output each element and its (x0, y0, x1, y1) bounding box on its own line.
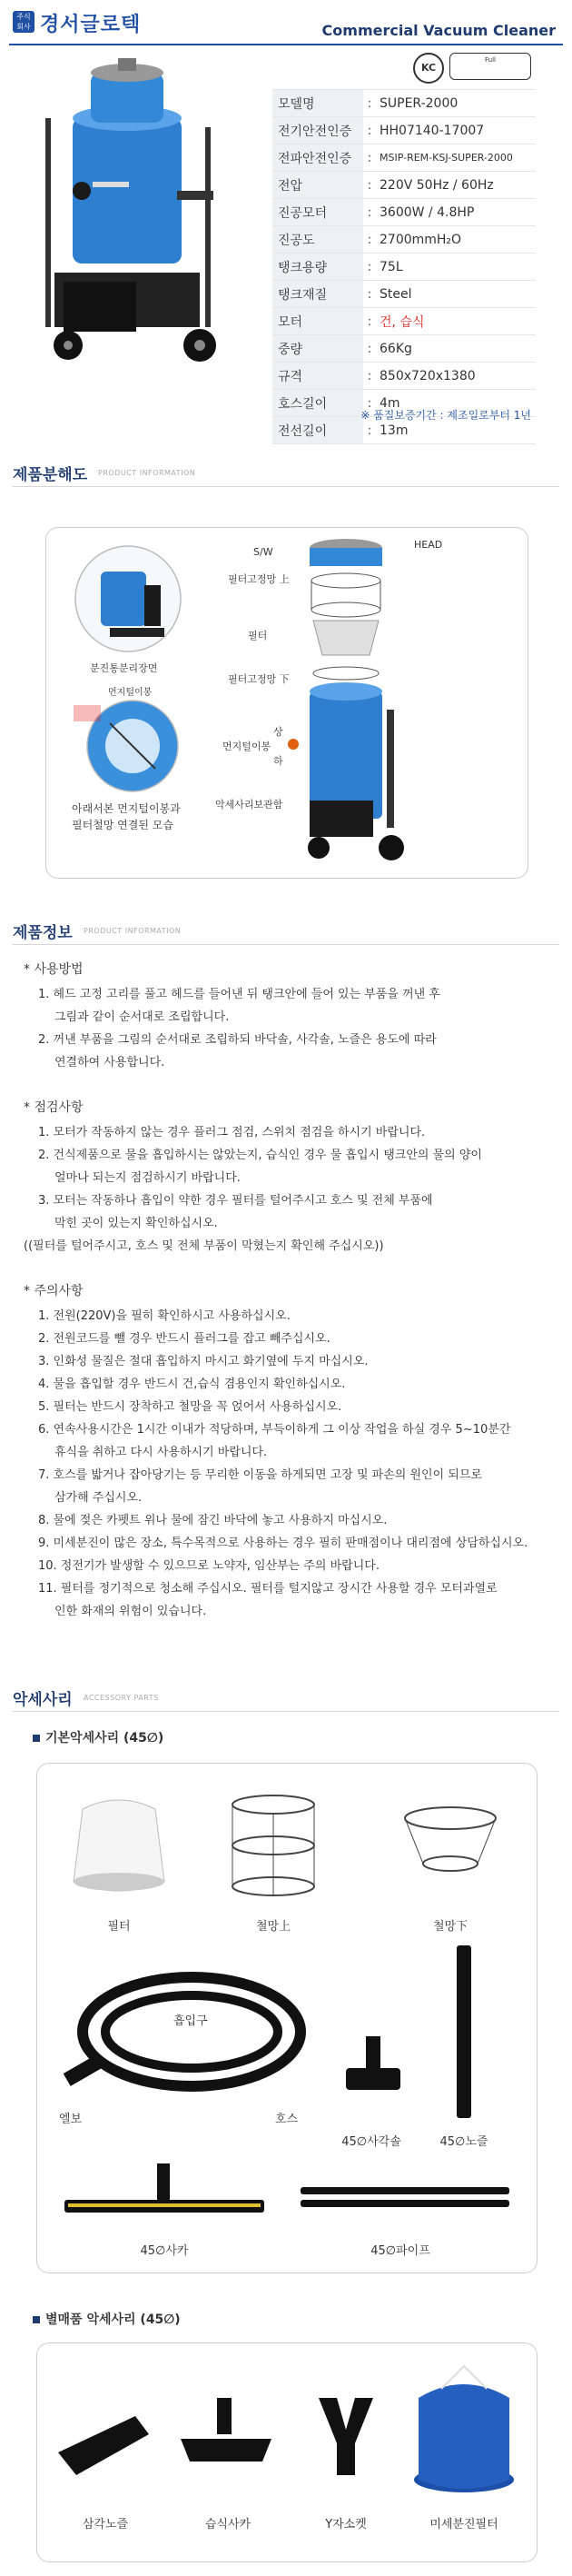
manual-line: 4. 물을 흡입할 경우 반드시 건,습식 겸용인지 확인하십시오. (38, 1378, 346, 1391)
spec-value: 4m (380, 395, 400, 411)
squeegee-caption: 45∅사카 (140, 2244, 189, 2258)
manual-line: 얼마나 되는지 점검하시기 바랍니다. (54, 1171, 241, 1185)
down-label: 하 (273, 755, 283, 767)
warranty-note: ※ 품질보증기간 : 제조일로부터 1년 (360, 409, 531, 422)
vacuum-cleaner-image (27, 55, 245, 373)
spec-separator: : (367, 232, 372, 247)
manual-line: 2. 건식제품으로 물을 흡입하시는 않았는지, 습식인 경우 물 흡입시 탱크안의 물의 양이 (38, 1149, 482, 1162)
spec-label: 전기안전인증 (272, 117, 363, 144)
head-label: HEAD (414, 539, 443, 551)
basic-accessory-heading-text: 기본악세사리 (45∅) (45, 1731, 164, 1746)
spec-separator: : (367, 313, 372, 329)
y-joint-caption: Y자소켓 (325, 2518, 367, 2531)
spec-label: 규격 (272, 363, 363, 389)
spec-value: 13m (380, 423, 409, 438)
spec-row (272, 89, 536, 117)
spec-value: Steel (380, 286, 412, 302)
spec-row (272, 281, 536, 308)
fine-filter-icon (405, 2362, 523, 2498)
section-title-info: 제품정보 (13, 924, 73, 942)
spec-separator: : (367, 259, 372, 274)
spec-label: 전선길이 (272, 417, 363, 443)
manual-line: 막힌 곳이 있는지 확인하십시오. (54, 1217, 218, 1230)
sw-label: S/W (253, 546, 273, 558)
spec-row (272, 308, 536, 335)
acc-storage-label: 악세사리보관함 (215, 799, 283, 811)
spec-label: 전압 (272, 172, 363, 198)
dust-rod-bottom-view-image (64, 696, 201, 796)
manual-line: 7. 호스를 밟거나 잡아당기는 등 무리한 이동을 하게되면 고장 및 파손의 원인이 되므로 (38, 1468, 482, 1482)
manual-line: 11. 필터를 정기적으로 청소해 주십시오. 필터를 털지않고 장시간 사용할 경우 모터과열로 (38, 1582, 498, 1596)
manual-line: 5. 필터는 반드시 장착하고 철망을 꼭 얹어서 사용하십시오. (38, 1400, 342, 1414)
manual-line: 2. 전원코드를 뺄 경우 반드시 플러그를 잡고 빼주십시오. (38, 1332, 330, 1346)
manual-line: 휴식을 취하고 다시 사용하시기 바랍니다. (54, 1446, 268, 1459)
kc-certificate-badge: Full (449, 53, 531, 80)
basic-accessory-box (36, 1763, 537, 2273)
check-heading: * 점검사항 (24, 1100, 84, 1115)
wet-squeegee-icon (172, 2398, 281, 2480)
company-logo-badge: 주식 회사 (13, 11, 35, 33)
manual-line: 10. 정전기가 발생할 수 있으므로 노약자, 임산부는 주의 바랍니다. (38, 1559, 380, 1573)
hose-icon (55, 1954, 328, 2109)
exploded-diagram (45, 527, 528, 879)
spec-value: 3600W / 4.8HP (380, 204, 475, 220)
section-subtitle-info: PRODUCT INFORMATION (84, 927, 182, 935)
triangle-nozzle-icon (54, 2398, 153, 2480)
y-joint-icon (301, 2389, 391, 2480)
manual-line: 연결하여 사용합니다. (54, 1056, 165, 1069)
spec-value: 2700mmH₂O (380, 232, 462, 247)
spec-separator: : (367, 204, 372, 220)
pipe-caption: 45∅파이프 (370, 2244, 430, 2258)
basic-accessory-heading (33, 1728, 163, 1746)
spec-value: 75L (380, 259, 403, 274)
spec-separator: : (367, 368, 372, 383)
manual-line: 2. 꺼낸 부품을 그림의 순서대로 조립하되 바닥솔, 사각솔, 노즐은 용도에 따라 (38, 1033, 437, 1047)
nozzle-caption: 45∅노즐 (439, 2135, 488, 2149)
spec-label: 진공모터 (272, 199, 363, 225)
wet-squeegee-caption: 습식사카 (204, 2518, 251, 2531)
spec-value: 건, 습식 (380, 314, 425, 330)
caution-heading: * 주의사항 (24, 1284, 84, 1298)
spec-row (272, 226, 536, 254)
manual-line: 1. 전원(220V)을 필히 확인하시고 사용하십시오. (38, 1309, 291, 1323)
spec-row (272, 335, 536, 363)
manual-line: 8. 물에 젖은 카펫트 위나 물에 잠긴 바닥에 놓고 사용하지 마십시오. (38, 1514, 388, 1527)
filter-caption: 필터 (107, 1920, 131, 1934)
spec-label: 중량 (272, 335, 363, 362)
spec-value: SUPER-2000 (380, 95, 459, 111)
spec-value: MSIP-REM-KSJ-SUPER-2000 (380, 152, 513, 164)
filter-bag-icon (64, 1791, 173, 1900)
check-list (24, 1121, 559, 1258)
optional-accessory-heading-text: 별매품 악세사리 (45∅) (45, 2312, 181, 2327)
spec-label: 호스길이 (272, 390, 363, 416)
spec-label: 탱크용량 (272, 254, 363, 280)
company-name: 경서글로텍 (40, 14, 142, 36)
spec-value: HH07140-17007 (380, 123, 485, 138)
hose-caption: 호스 (275, 2113, 299, 2126)
diagram-left-caption: 분진통분리장면 (90, 662, 158, 674)
cage-bottom-caption: 철망下 (432, 1920, 468, 1934)
fine-filter-caption: 미세분진필터 (429, 2518, 498, 2531)
bullet-icon (33, 1735, 40, 1742)
page-title: Commercial Vacuum Cleaner (321, 22, 556, 39)
manual-line: 1. 모터가 작동하지 않는 경우 플러그 점검, 스위치 점검을 하시기 바랍니다. (38, 1126, 426, 1139)
spec-label: 진공도 (272, 226, 363, 253)
squeegee-icon (55, 2163, 273, 2227)
spec-separator: : (367, 423, 372, 438)
bottom-caption-line1: 아래서본 먼지털이봉과 (72, 802, 181, 815)
kc-mark-icon: KC (413, 53, 444, 84)
spec-separator: : (367, 150, 372, 165)
elbow-caption: 엘보 (59, 2113, 83, 2126)
spec-row (272, 254, 536, 281)
caution-list (38, 1305, 559, 1623)
manual-line: ((필터를 털어주시고, 호스 및 전체 부품이 막혔는지 확인해 주십시오)) (24, 1239, 384, 1253)
manual-line: 삼가해 주십시오. (54, 1491, 143, 1505)
section-subtitle-accessory: ACCESSORY PARTS (84, 1694, 159, 1702)
manual-text (24, 960, 559, 1623)
optional-accessory-box (36, 2342, 537, 2562)
spec-label: 전파안전인증 (272, 144, 363, 171)
inlet-caption: 흡입구 (173, 2014, 208, 2028)
usage-heading: * 사용방법 (24, 962, 84, 977)
spec-row (272, 144, 536, 172)
spec-row (272, 117, 536, 144)
optional-accessory-heading (33, 2310, 181, 2328)
header-divider (9, 44, 563, 45)
spec-separator: : (367, 123, 372, 138)
section-subtitle-exploded: PRODUCT INFORMATION (98, 469, 196, 477)
cage-top-icon (223, 1791, 323, 1900)
spec-row (272, 172, 536, 199)
spec-separator: : (367, 95, 372, 111)
spec-table (272, 89, 536, 444)
usage-list (38, 983, 559, 1074)
bullet-icon (33, 2316, 40, 2323)
triangle-nozzle-caption: 삼각노즐 (82, 2518, 129, 2531)
square-brush-caption: 45∅사각솔 (341, 2135, 401, 2149)
spec-label: 모델명 (272, 90, 363, 116)
spec-separator: : (367, 341, 372, 356)
spec-value: 66Kg (380, 341, 412, 356)
square-brush-icon (337, 2036, 409, 2100)
manual-line: 인한 화재의 위험이 있습니다. (54, 1605, 207, 1618)
dust-rod-label: 먼지털이봉 (108, 688, 153, 698)
filter-cage-bottom-label: 필터고정망 下 (228, 673, 290, 685)
spec-label: 탱크재질 (272, 281, 363, 307)
filter-label: 필터 (248, 630, 268, 642)
manual-line: 그림과 같이 순서대로 조립합니다. (54, 1010, 230, 1024)
manual-line: 6. 연속사용시간은 1시간 이내가 적당하며, 부득이하게 그 이상 작업을 하실 경우 5~10분간 (38, 1423, 511, 1437)
cage-top-caption: 철망上 (255, 1920, 291, 1934)
spec-label: 모터 (272, 308, 363, 334)
spec-separator: : (367, 395, 372, 411)
dust-bin-separation-image (64, 544, 192, 653)
spec-value: 220V 50Hz / 60Hz (380, 177, 494, 193)
cage-bottom-icon (400, 1800, 500, 1891)
manual-line: 3. 모터는 작동하나 흡입이 약한 경우 필터를 털어주시고 호스 및 전체 부품에 (38, 1194, 433, 1208)
manual-line: 1. 헤드 고정 고리를 풀고 헤드를 들어낸 뒤 탱크안에 들어 있는 부품을 꺼낸 후 (38, 988, 440, 1001)
spec-separator: : (367, 177, 372, 193)
section-divider (13, 1711, 559, 1712)
bottom-caption-line2: 필터철망 연결된 모습 (72, 819, 173, 831)
spec-row (272, 363, 536, 390)
nozzle-icon (437, 1945, 491, 2127)
section-divider (13, 944, 559, 945)
section-divider (13, 486, 559, 487)
section-title-accessory: 악세사리 (13, 1691, 73, 1709)
manual-line: 3. 인화성 물질은 절대 흡입하지 마시고 화기옆에 두지 마십시오. (38, 1355, 369, 1368)
manual-line: 9. 미세분진이 많은 장소, 특수목적으로 사용하는 경우 필히 판매점이나 대리점에 상담하십시오. (38, 1537, 528, 1550)
filter-cage-top-label: 필터고정망 上 (228, 573, 290, 585)
exploded-parts-image (282, 528, 464, 873)
spec-separator: : (367, 286, 372, 302)
spec-value: 850x720x1380 (380, 368, 476, 383)
spec-row (272, 199, 536, 226)
section-title-exploded: 제품분해도 (13, 466, 88, 484)
dust-rod-part-label: 먼지털이봉 (222, 741, 271, 752)
pipe-icon (301, 2182, 518, 2218)
up-label: 상 (273, 726, 283, 738)
